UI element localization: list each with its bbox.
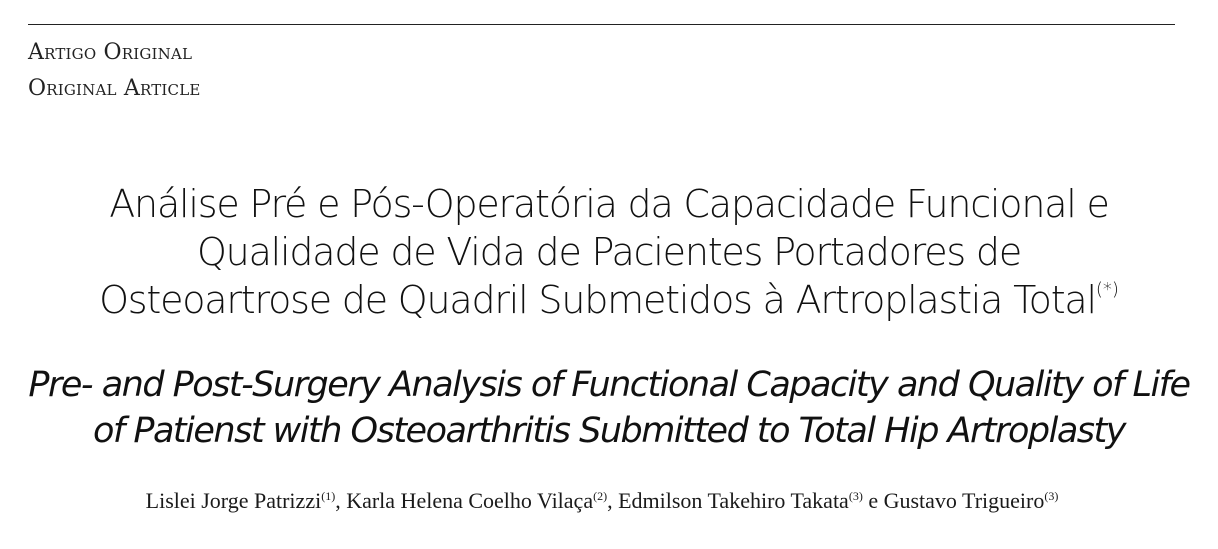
author-affiliation: (1) bbox=[321, 489, 336, 503]
title-en-line-2: of Patienst with Osteoarthritis Submitted to Total Hip Artroplasty bbox=[93, 411, 1125, 451]
title-pt-line-3-text: Osteoartrose de Quadril Submetidos à Artroplastia Total bbox=[99, 278, 1096, 322]
author-name: Gustavo Trigueiro bbox=[883, 488, 1045, 513]
title-footnote-mark: (*) bbox=[1095, 279, 1119, 300]
section-label-pt: Artigo Original bbox=[28, 40, 193, 65]
title-pt-line-3 bbox=[0, 276, 1218, 324]
author-name: Lislei Jorge Patrizzi bbox=[145, 488, 322, 513]
title-pt-line-1: Análise Pré e Pós-Operatória da Capacidade Funcional e bbox=[109, 182, 1109, 226]
author-list bbox=[0, 488, 1204, 514]
author-name: Karla Helena Coelho Vilaça bbox=[346, 488, 594, 513]
author-separator: , bbox=[607, 488, 619, 513]
author-separator: e bbox=[862, 488, 884, 513]
section-label-en: Original Article bbox=[28, 76, 201, 101]
author-name: Edmilson Takehiro Takata bbox=[618, 488, 849, 513]
author-separator: , bbox=[335, 488, 347, 513]
author-affiliation: (3) bbox=[848, 489, 863, 503]
author-affiliation: (3) bbox=[1044, 489, 1059, 503]
author-affiliation: (2) bbox=[593, 489, 608, 503]
title-portuguese bbox=[0, 180, 1218, 324]
title-pt-line-2: Qualidade de Vida de Pacientes Portadores de bbox=[196, 230, 1022, 274]
title-english bbox=[0, 362, 1218, 454]
header-rule bbox=[28, 24, 1175, 25]
title-en-line-1: Pre- and Post-Surgery Analysis of Functional Capacity and Quality of Life bbox=[28, 365, 1190, 405]
